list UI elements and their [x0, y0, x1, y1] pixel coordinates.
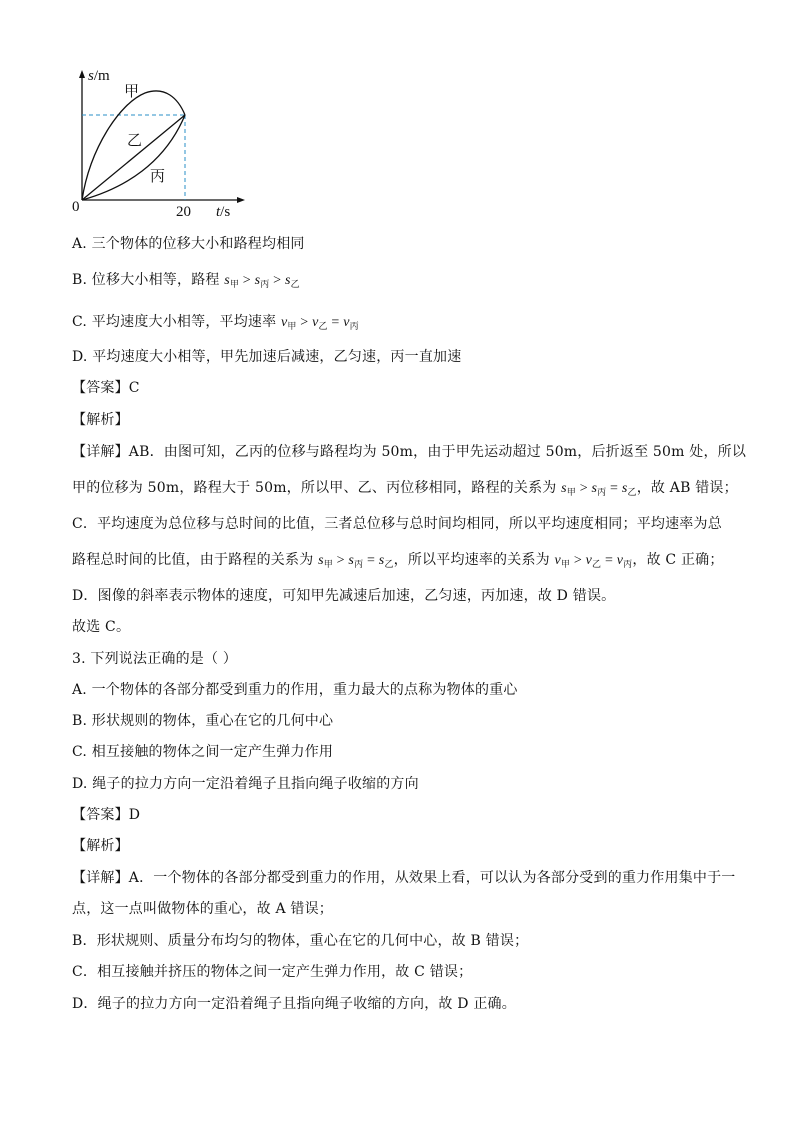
q3-detail-line-1: 【详解】A．一个物体的各部分都受到重力的作用，从效果上看，可以认为各部分受到的重力作用集中于一	[72, 870, 736, 886]
q2-option-a: A. 三个物体的位移大小和路程均相同	[72, 236, 305, 252]
q2-detail-line-4-mid: ，所以平均速率的关系为	[393, 552, 550, 568]
curve-yi	[82, 115, 185, 200]
q2-detail-line-4	[72, 550, 724, 574]
q3-option-a: A. 一个物体的各部分都受到重力的作用，重力最大的点称为物体的重心	[72, 682, 518, 698]
st-graph	[70, 68, 250, 220]
y-axis-arrow-icon	[79, 70, 85, 78]
q2-detail-line-3: C．平均速度为总位移与总时间的比值，三者总位移与总时间均相同，所以平均速度相同；平均速率为总	[72, 516, 722, 532]
q3-answer: 【答案】D	[72, 807, 141, 823]
y-axis-label: s/m	[88, 68, 110, 84]
path-relation-detail: $s_甲 > s_丙 = s_乙$	[561, 481, 637, 497]
q2-detail-line-2	[72, 478, 738, 502]
path-relation-b: $s_甲 > s_丙 > s_乙$	[224, 273, 300, 289]
q2-option-d: D. 平均速度大小相等，甲先加速后减速，乙匀速，丙一直加速	[72, 349, 462, 365]
curve-label-yi: 乙	[127, 133, 143, 149]
q2-detail-line-2-text: 甲的位移为 50m，路程大于 50m，所以甲、乙、丙位移相同，路程的关系为	[72, 480, 557, 496]
speed-relation-detail: $v_甲 > v_乙 = v_丙$	[554, 553, 633, 569]
q3-analysis-heading: 【解析】	[72, 838, 129, 854]
q3-detail-line-4: C．相互接触并挤压的物体之间一定产生弹力作用，故 C 错误；	[72, 964, 473, 980]
q3-detail-line-2: 点，这一点叫做物体的重心，故 A 错误；	[72, 901, 334, 917]
x-axis-label: t/s	[216, 204, 231, 220]
q3-option-d: D. 绳子的拉力方向一定沿着绳子且指向绳子收缩的方向	[72, 776, 419, 792]
q2-answer: 【答案】C	[72, 380, 140, 396]
q3-stem: 3. 下列说法正确的是（ ）	[72, 651, 238, 667]
curve-label-jia: 甲	[124, 84, 140, 100]
q2-detail-line-4-text: 路程总时间的比值，由于路程的关系为	[72, 552, 314, 568]
q2-option-c	[72, 312, 359, 336]
q3-detail-line-5: D．绳子的拉力方向一定沿着绳子且指向绳子收缩的方向，故 D 正确。	[72, 996, 516, 1012]
origin-label: 0	[72, 199, 80, 215]
curve-label-bing: 丙	[150, 169, 166, 185]
q2-detail-line-5: D．图像的斜率表示物体的速度，可知甲先减速后加速，乙匀速，丙加速，故 D 错误。	[72, 588, 616, 604]
q2-option-b-text: B. 位移大小相等，路程	[72, 272, 220, 288]
x-axis-arrow-icon	[237, 197, 245, 203]
q2-option-b	[72, 270, 300, 294]
q2-detail-line-2-suffix: ，故 AB 错误；	[636, 480, 738, 496]
q3-option-b: B. 形状规则的物体，重心在它的几何中心	[72, 713, 334, 729]
q2-detail-line-6: 故选 C。	[72, 619, 131, 635]
q2-detail-line-4-suffix: ，故 C 正确；	[632, 552, 724, 568]
q3-option-c: C. 相互接触的物体之间一定产生弹力作用	[72, 744, 334, 760]
q2-detail-line-1: 【详解】AB．由图可知，乙丙的位移与路程均为 50m，由于甲先运动超过 50m，后折返至 50m 处，所以	[72, 444, 747, 460]
q2-analysis-heading: 【解析】	[72, 412, 129, 428]
q2-option-c-text: C. 平均速度大小相等，平均速率	[72, 314, 277, 330]
x-tick-label: 20	[176, 204, 191, 220]
speed-relation-c: $v_甲 > v_乙 = v_丙$	[280, 315, 359, 331]
path-relation-detail-2: $s_甲 > s_丙 = s_乙$	[318, 553, 394, 569]
q3-detail-line-3: B．形状规则、质量分布均匀的物体，重心在它的几何中心，故 B 错误；	[72, 933, 529, 949]
